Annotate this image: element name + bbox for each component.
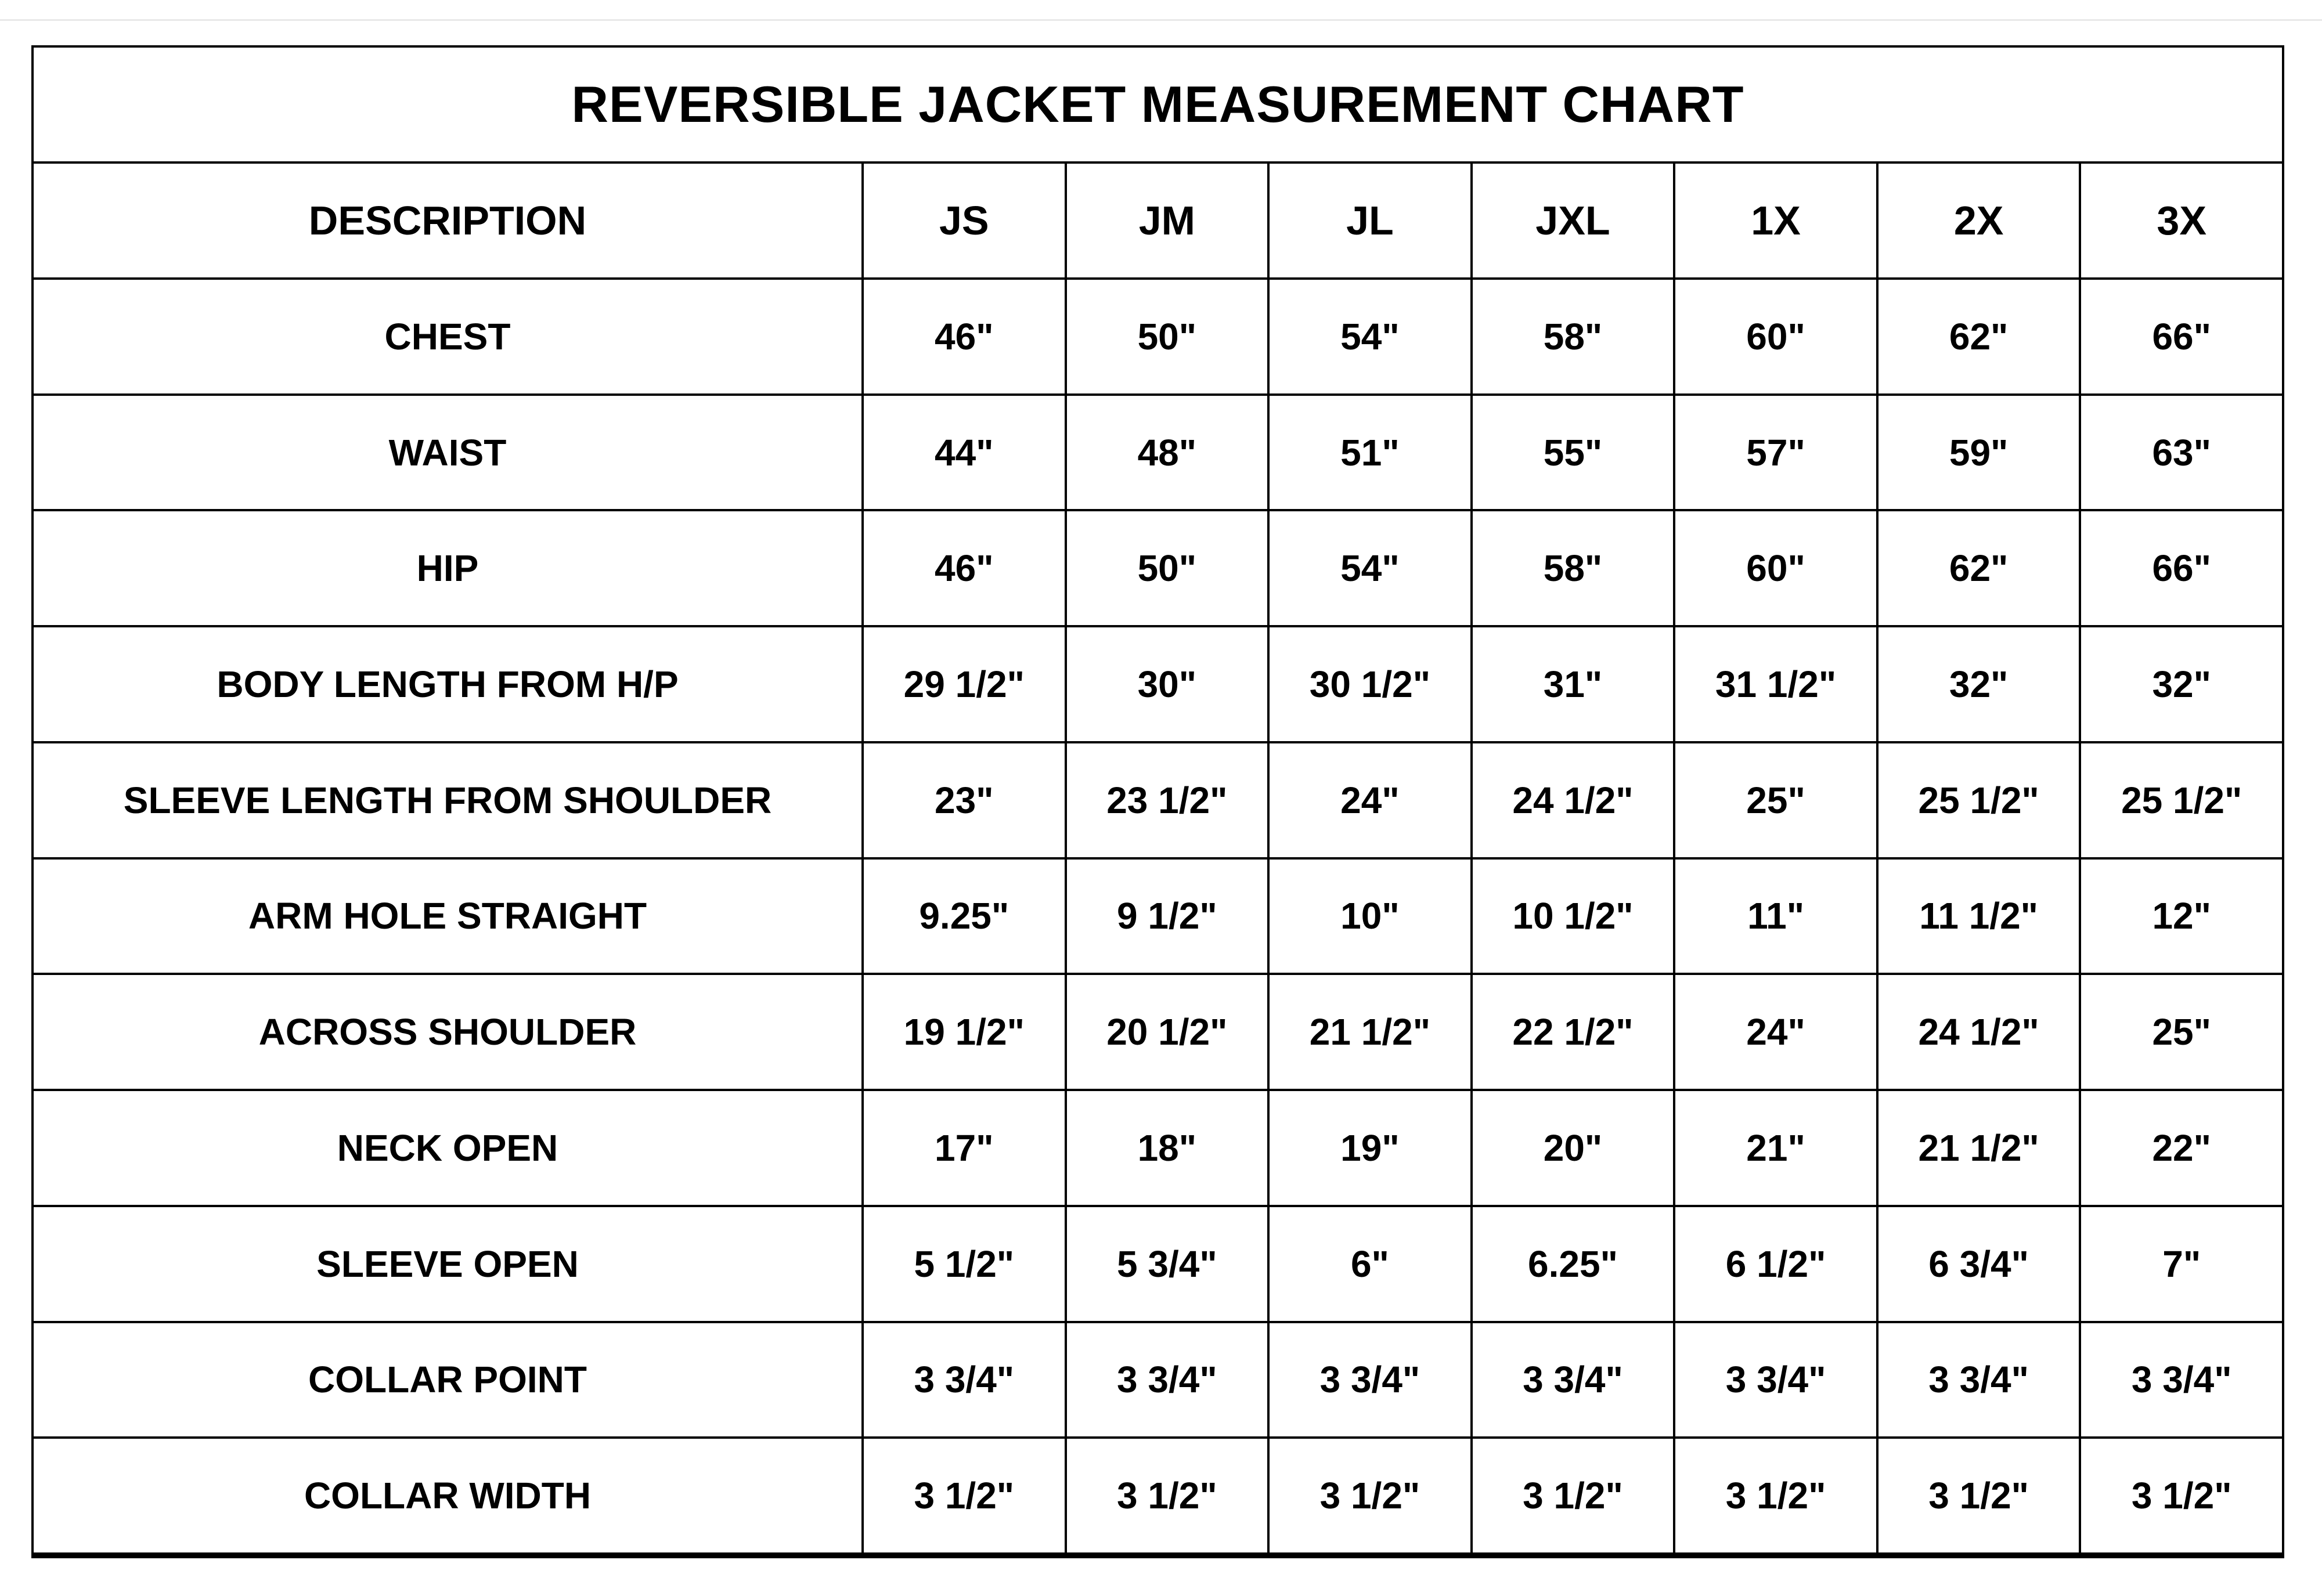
measurement-cell: 3 3/4" [1065, 1321, 1268, 1437]
column-header-2x: 2X [1876, 164, 2079, 277]
measurement-cell: 25 1/2" [2079, 741, 2282, 857]
measurement-cell: 7" [2079, 1205, 2282, 1321]
measurement-cell: 62" [1876, 509, 2079, 625]
measurement-cell: 30" [1065, 625, 1268, 741]
measurement-cell: 22 1/2" [1470, 973, 1674, 1089]
row-label: COLLAR POINT [34, 1321, 861, 1437]
measurement-cell: 58" [1470, 277, 1674, 393]
row-label: SLEEVE OPEN [34, 1205, 861, 1321]
measurement-cell: 17" [861, 1089, 1065, 1205]
column-header-1x: 1X [1673, 164, 1876, 277]
row-label: ARM HOLE STRAIGHT [34, 857, 861, 973]
measurement-cell: 3 3/4" [2079, 1321, 2282, 1437]
measurement-cell: 60" [1673, 509, 1876, 625]
measurement-cell: 21 1/2" [1876, 1089, 2079, 1205]
measurement-cell: 32" [1876, 625, 2079, 741]
measurement-cell: 25 1/2" [1876, 741, 2079, 857]
measurement-cell: 62" [1876, 277, 2079, 393]
measurement-cell: 3 3/4" [1876, 1321, 2079, 1437]
measurement-cell: 24" [1673, 973, 1876, 1089]
measurement-cell: 18" [1065, 1089, 1268, 1205]
measurement-cell: 44" [861, 393, 1065, 510]
column-header-js: JS [861, 164, 1065, 277]
measurement-cell: 10" [1267, 857, 1470, 973]
row-label: CHEST [34, 277, 861, 393]
measurement-cell: 29 1/2" [861, 625, 1065, 741]
measurement-cell: 23 1/2" [1065, 741, 1268, 857]
row-label: SLEEVE LENGTH FROM SHOULDER [34, 741, 861, 857]
measurement-cell: 30 1/2" [1267, 625, 1470, 741]
measurement-cell: 6 3/4" [1876, 1205, 2079, 1321]
measurement-cell: 22" [2079, 1089, 2282, 1205]
measurement-cell: 48" [1065, 393, 1268, 510]
measurement-cell: 20 1/2" [1065, 973, 1268, 1089]
measurement-cell: 6 1/2" [1673, 1205, 1876, 1321]
row-label: BODY LENGTH FROM H/P [34, 625, 861, 741]
measurement-cell: 58" [1470, 509, 1674, 625]
measurement-cell: 3 1/2" [1876, 1436, 2079, 1552]
measurement-cell: 5 3/4" [1065, 1205, 1268, 1321]
measurement-cell: 10 1/2" [1470, 857, 1674, 973]
measurement-cell: 5 1/2" [861, 1205, 1065, 1321]
chart-title: REVERSIBLE JACKET MEASUREMENT CHART [34, 48, 2282, 164]
measurement-cell: 23" [861, 741, 1065, 857]
measurement-cell: 25" [2079, 973, 2282, 1089]
measurement-cell: 55" [1470, 393, 1674, 510]
column-header-jl: JL [1267, 164, 1470, 277]
measurement-cell: 3 3/4" [1267, 1321, 1470, 1437]
measurement-cell: 24 1/2" [1876, 973, 2079, 1089]
measurement-cell: 24 1/2" [1470, 741, 1674, 857]
measurement-cell: 46" [861, 277, 1065, 393]
measurement-cell: 3 1/2" [861, 1436, 1065, 1552]
column-header-jm: JM [1065, 164, 1268, 277]
measurement-cell: 9.25" [861, 857, 1065, 973]
measurement-cell: 3 3/4" [1673, 1321, 1876, 1437]
measurement-cell: 51" [1267, 393, 1470, 510]
row-label: WAIST [34, 393, 861, 510]
measurement-cell: 11" [1673, 857, 1876, 973]
measurement-cell: 11 1/2" [1876, 857, 2079, 973]
row-label: ACROSS SHOULDER [34, 973, 861, 1089]
measurement-cell: 6" [1267, 1205, 1470, 1321]
measurement-cell: 3 1/2" [1065, 1436, 1268, 1552]
measurement-cell: 31" [1470, 625, 1674, 741]
measurement-cell: 3 1/2" [1470, 1436, 1674, 1552]
measurement-cell: 3 3/4" [1470, 1321, 1674, 1437]
measurement-cell: 57" [1673, 393, 1876, 510]
measurement-cell: 3 3/4" [861, 1321, 1065, 1437]
measurement-cell: 46" [861, 509, 1065, 625]
measurement-cell: 66" [2079, 509, 2282, 625]
measurement-cell: 59" [1876, 393, 2079, 510]
measurement-table [31, 45, 2284, 1558]
measurement-cell: 50" [1065, 509, 1268, 625]
measurement-cell: 20" [1470, 1089, 1674, 1205]
measurement-cell: 19 1/2" [861, 973, 1065, 1089]
measurement-cell: 9 1/2" [1065, 857, 1268, 973]
measurement-cell: 60" [1673, 277, 1876, 393]
measurement-cell: 21" [1673, 1089, 1876, 1205]
measurement-cell: 54" [1267, 509, 1470, 625]
row-label: COLLAR WIDTH [34, 1436, 861, 1552]
measurement-cell: 50" [1065, 277, 1268, 393]
column-header-jxl: JXL [1470, 164, 1674, 277]
column-header-description: DESCRIPTION [308, 198, 587, 243]
measurement-cell: 6.25" [1470, 1205, 1674, 1321]
measurement-cell: 3 1/2" [2079, 1436, 2282, 1552]
measurement-cell: 19" [1267, 1089, 1470, 1205]
measurement-cell: 31 1/2" [1673, 625, 1876, 741]
page-edge-divider [0, 19, 2322, 21]
measurement-cell: 25" [1673, 741, 1876, 857]
measurement-cell: 21 1/2" [1267, 973, 1470, 1089]
measurement-cell: 3 1/2" [1673, 1436, 1876, 1552]
measurement-cell: 3 1/2" [1267, 1436, 1470, 1552]
row-label: NECK OPEN [34, 1089, 861, 1205]
row-label: HIP [34, 509, 861, 625]
measurement-cell: 24" [1267, 741, 1470, 857]
measurement-cell: 12" [2079, 857, 2282, 973]
column-header-3x: 3X [2079, 164, 2282, 277]
measurement-cell: 63" [2079, 393, 2282, 510]
measurement-cell: 32" [2079, 625, 2282, 741]
measurement-cell: 66" [2079, 277, 2282, 393]
measurement-cell: 54" [1267, 277, 1470, 393]
